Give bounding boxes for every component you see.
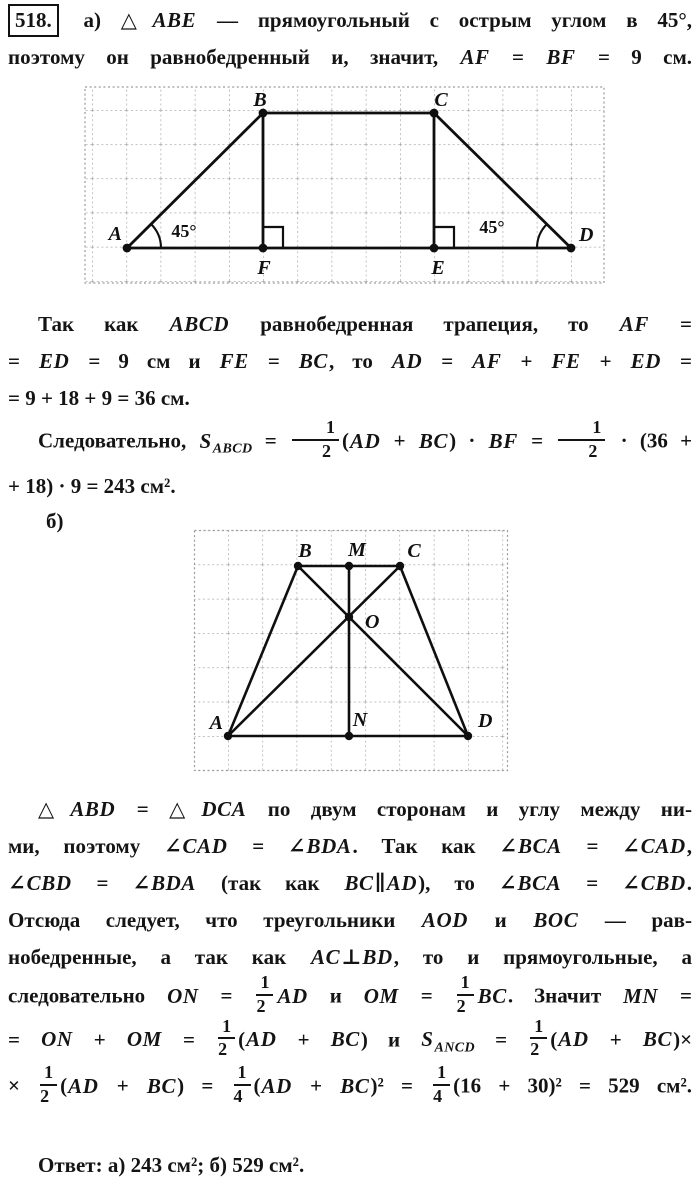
text-run: Ответ: а) 243 см²; б) 529 см². xyxy=(38,1153,305,1177)
paragraph-answer xyxy=(8,1147,692,1184)
text-line xyxy=(8,791,692,828)
text-line xyxy=(8,39,692,76)
figure-a-canvas xyxy=(84,86,624,286)
text-run: ( xyxy=(60,1073,68,1098)
text-run: (так как xyxy=(197,871,344,895)
text-run: = 9 + 18 + 9 = 36 см. xyxy=(8,386,190,410)
fraction-numerator: 1 xyxy=(530,1017,547,1040)
text-line xyxy=(8,902,692,939)
text-run: = xyxy=(490,45,546,69)
text-run: ( xyxy=(238,1027,246,1052)
text-run: (16 + 30)² = 529 см². xyxy=(453,1073,693,1098)
point-a xyxy=(224,732,232,740)
text-run: поэтому он равнобедренный и, значит, xyxy=(8,45,460,69)
text-line xyxy=(8,2,692,39)
math-variable: DCA xyxy=(201,797,247,821)
point-o xyxy=(345,613,353,621)
text-run: Так как xyxy=(38,312,169,336)
text-run: = ∠ xyxy=(228,834,306,858)
math-variable: ON xyxy=(41,1027,73,1052)
math-variable: AD xyxy=(558,1027,589,1052)
label-b: B xyxy=(298,540,312,562)
math-variable: BCA xyxy=(517,834,562,858)
math-variable: OM xyxy=(126,1027,162,1052)
text-run: по двум сторонам и углу между ни- xyxy=(247,797,692,821)
label-a: A xyxy=(108,223,122,245)
point-a xyxy=(123,244,132,253)
text-run: равнобедренная трапеция, то xyxy=(230,312,619,336)
text-run: , xyxy=(686,834,693,858)
text-line xyxy=(8,865,692,902)
math-variable: AF xyxy=(472,349,502,373)
math-variable: BC xyxy=(477,983,507,1008)
label-a: A xyxy=(209,712,223,734)
paragraph-area-a xyxy=(8,417,693,505)
math-variable: BOC xyxy=(533,908,579,932)
point-m xyxy=(345,562,353,570)
fraction-numerator: 1 xyxy=(40,1063,57,1086)
text-run: + xyxy=(73,1027,126,1052)
text-line xyxy=(8,828,692,865)
text-run: · (36 + xyxy=(608,428,693,453)
math-variable: BC xyxy=(642,1027,673,1052)
text-run: следовательно xyxy=(8,983,167,1008)
text-run: = xyxy=(475,1027,528,1052)
math-variable: BD xyxy=(362,945,393,969)
math-variable: BC xyxy=(330,1027,360,1052)
text-line xyxy=(8,417,693,468)
text-run: ), то ∠ xyxy=(418,871,517,895)
fraction xyxy=(218,1017,235,1061)
math-variable: OM xyxy=(363,983,399,1008)
math-variable: S xyxy=(421,1027,434,1052)
math-variable: BCA xyxy=(517,871,562,895)
paragraph-proof-b xyxy=(8,791,692,1110)
text-run: = xyxy=(8,1027,41,1052)
math-variable: ED xyxy=(38,349,70,373)
angle-label-d: 45° xyxy=(479,217,505,237)
text-run: = xyxy=(649,312,692,336)
math-variable: AD xyxy=(261,1073,292,1098)
math-subscript: ABCD xyxy=(212,441,253,457)
fraction-denominator: 2 xyxy=(218,1039,228,1060)
label-n: N xyxy=(352,709,368,731)
fraction xyxy=(40,1063,57,1107)
point-b xyxy=(294,562,302,570)
figure-b-canvas xyxy=(193,529,513,774)
label-b: B xyxy=(253,89,267,111)
text-run: нобедренные, а так как xyxy=(8,945,310,969)
text-run: , то xyxy=(329,349,391,373)
point-d xyxy=(464,732,472,740)
text-run: )² = xyxy=(370,1073,431,1098)
problem-number-box: 518. xyxy=(8,4,59,37)
math-variable: AF xyxy=(460,45,490,69)
math-variable: ABD xyxy=(70,797,116,821)
text-line xyxy=(8,468,692,505)
text-run: = xyxy=(8,349,38,373)
math-variable: CBD xyxy=(640,871,686,895)
text-run: = ∠ xyxy=(72,871,151,895)
text-run: — рав- xyxy=(579,908,692,932)
text-run: ) = xyxy=(177,1073,231,1098)
math-variable: AF xyxy=(619,312,649,336)
point-f xyxy=(259,244,268,253)
fraction-numerator: 1 xyxy=(558,418,605,441)
text-run: = xyxy=(252,428,290,453)
text-run: × xyxy=(8,1073,38,1098)
math-variable: FE xyxy=(219,349,249,373)
fraction-numerator: 1 xyxy=(234,1063,251,1086)
point-c xyxy=(396,562,404,570)
text-run: = ∠ xyxy=(562,834,640,858)
label-c: C xyxy=(434,89,448,111)
label-o: O xyxy=(365,611,380,633)
point-d xyxy=(567,244,576,253)
text-run: = xyxy=(162,1027,216,1052)
text-run: + xyxy=(99,1073,146,1098)
math-variable: AD xyxy=(277,983,308,1008)
text-run: = xyxy=(518,428,556,453)
fraction-numerator: 1 xyxy=(256,973,273,996)
text-line xyxy=(8,1015,693,1067)
fraction xyxy=(530,1017,547,1061)
text-run: и xyxy=(469,908,533,932)
math-variable: ON xyxy=(167,983,199,1008)
point-e xyxy=(430,244,439,253)
point-n xyxy=(345,732,353,740)
label-d: D xyxy=(478,710,493,732)
fraction-numerator: 1 xyxy=(218,1017,235,1040)
math-variable: MN xyxy=(623,983,659,1008)
grid-paper xyxy=(85,87,604,283)
text-run: + xyxy=(589,1027,642,1052)
text-run: . Так как ∠ xyxy=(352,834,517,858)
label-part-b xyxy=(46,503,64,540)
math-variable: CAD xyxy=(182,834,228,858)
text-run: ) и xyxy=(360,1027,421,1052)
math-variable: AD xyxy=(391,349,423,373)
text-run: + xyxy=(277,1027,330,1052)
math-variable: BC xyxy=(340,1073,370,1098)
fraction-denominator: 2 xyxy=(256,995,266,1016)
math-variable: FE xyxy=(551,349,581,373)
text-run: + xyxy=(292,1073,340,1098)
text-run: Следовательно, xyxy=(38,428,199,453)
text-run: ⊥ xyxy=(341,945,362,969)
math-variable: AC xyxy=(311,945,341,969)
fraction-denominator: 2 xyxy=(588,440,598,461)
text-line xyxy=(46,503,64,540)
math-variable: BDA xyxy=(151,871,197,895)
math-variable: BF xyxy=(546,45,576,69)
text-run: = △ xyxy=(116,797,201,821)
text-run: а) △ xyxy=(63,8,152,32)
fraction-denominator: 4 xyxy=(233,1086,243,1106)
fraction-numerator: 1 xyxy=(433,1063,450,1086)
label-m: M xyxy=(348,539,366,561)
label-f: F xyxy=(257,257,271,279)
math-variable: ED xyxy=(630,349,662,373)
math-variable: BC xyxy=(146,1073,177,1098)
text-run: + xyxy=(502,349,551,373)
fraction-denominator: 2 xyxy=(40,1086,50,1106)
paragraph-intro-a xyxy=(8,2,692,76)
math-variable: S xyxy=(199,428,212,453)
text-run: = xyxy=(399,983,454,1008)
text-run: + 18) · 9 = 243 см². xyxy=(8,473,176,498)
label-c: C xyxy=(407,540,421,562)
math-variable: BF xyxy=(488,428,518,453)
label-d: D xyxy=(579,224,594,246)
text-run: ( xyxy=(253,1073,261,1098)
text-run: = ∠ xyxy=(562,871,640,895)
text-run: )× xyxy=(673,1027,693,1052)
math-variable: ABCD xyxy=(169,312,230,336)
math-variable: BC xyxy=(344,871,374,895)
fraction-denominator: 2 xyxy=(530,1039,540,1060)
fraction xyxy=(433,1063,450,1107)
text-run: = xyxy=(249,349,298,373)
fraction xyxy=(292,418,339,462)
fraction-numerator: 1 xyxy=(292,418,339,441)
text-run: + xyxy=(381,428,418,453)
text-line xyxy=(8,343,692,380)
text-run: ми, поэтому ∠ xyxy=(8,834,182,858)
math-subscript: ANCD xyxy=(434,1040,476,1056)
text-run: и xyxy=(308,983,363,1008)
text-run: б) xyxy=(46,509,64,533)
text-run: ∥ xyxy=(374,871,386,895)
math-variable: ABE xyxy=(152,8,197,32)
math-variable: CBD xyxy=(26,871,72,895)
text-run: = xyxy=(659,983,693,1008)
text-line xyxy=(8,1147,692,1184)
fraction xyxy=(558,418,605,462)
fraction xyxy=(234,1063,251,1107)
angle-label-a: 45° xyxy=(171,221,197,241)
math-variable: BC xyxy=(418,428,449,453)
math-variable: AD xyxy=(246,1027,277,1052)
text-line xyxy=(8,380,692,417)
math-variable: AD xyxy=(386,871,418,895)
text-run: — прямоугольный с острым углом в 45°, xyxy=(197,8,692,32)
text-run: = xyxy=(423,349,472,373)
math-variable: AOD xyxy=(421,908,469,932)
text-run: = xyxy=(199,983,254,1008)
math-variable: AD xyxy=(68,1073,99,1098)
text-line xyxy=(8,1062,693,1110)
text-run: = xyxy=(662,349,693,373)
text-run: + xyxy=(581,349,630,373)
figure-b xyxy=(193,529,513,774)
fraction-denominator: 2 xyxy=(322,440,332,461)
figure-a xyxy=(84,86,624,286)
text-run: Отсюда следует, что треугольники xyxy=(8,908,421,932)
text-run: ( xyxy=(342,428,350,453)
math-variable: AD xyxy=(350,428,381,453)
fraction xyxy=(457,973,474,1017)
fraction-denominator: 4 xyxy=(433,1086,443,1106)
math-variable: CAD xyxy=(640,834,686,858)
text-line xyxy=(8,306,692,343)
text-run: . Значит xyxy=(507,983,623,1008)
fraction xyxy=(256,973,273,1017)
math-variable: BC xyxy=(298,349,329,373)
text-run: ) · xyxy=(449,428,488,453)
label-e: E xyxy=(431,257,445,279)
text-line xyxy=(8,939,692,976)
text-run: ∠ xyxy=(8,871,26,895)
text-run: ( xyxy=(550,1027,558,1052)
text-run: △ xyxy=(38,797,70,821)
math-variable: BDA xyxy=(306,834,352,858)
paragraph-trapezoid xyxy=(8,306,692,417)
fraction-denominator: 2 xyxy=(456,995,466,1016)
fraction-numerator: 1 xyxy=(457,973,474,996)
text-line xyxy=(8,972,693,1020)
text-run: . xyxy=(686,871,692,895)
text-run: , то и прямоугольные, а xyxy=(393,945,692,969)
text-run: = 9 см и xyxy=(70,349,219,373)
text-run: = 9 см. xyxy=(576,45,692,69)
